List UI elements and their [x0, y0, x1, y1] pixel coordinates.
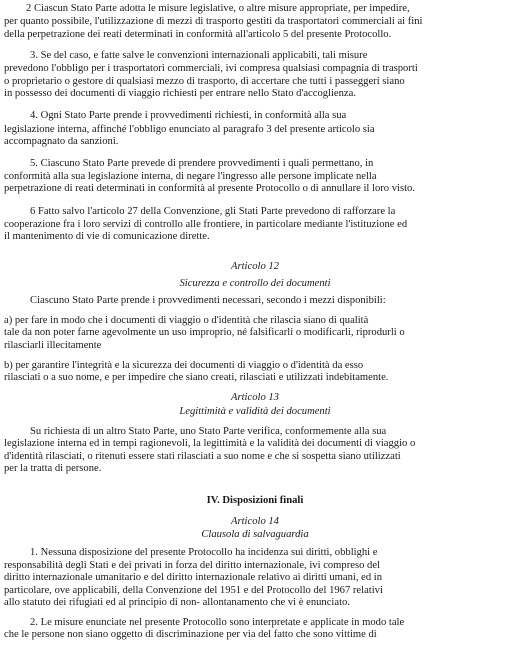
article-14-heading: Articolo 14	[231, 516, 279, 528]
para-2-line-3: della perpetrazione dei reati determinati in conformità all'articolo 5 del presente Protocollo.	[4, 28, 392, 40]
para-5-line-1: 5. Ciascuno Stato Parte prevede di prendere provvedimenti i quali permettano, in	[30, 158, 374, 170]
article-12-a-line-1: a) per fare in modo che i documenti di viaggio o d'identità che rilascia siano di qualità	[4, 314, 369, 326]
para-6-line-1: 6 Fatto salvo l'articolo 27 della Convenzione, gli Stati Parte prevedono di rafforzare la	[30, 205, 396, 217]
para-6-line-2: cooperazione fra i loro servizi di controllo alle frontiere, in particolare mediante l'istituzione ed	[4, 218, 408, 230]
para-2-line-1: 2 Ciascun Stato Parte adotta le misure legislative, o altre misure appropriate, per impedire,	[26, 3, 410, 14]
para-3-line-1: 3. Se del caso, e fatte salve le convenzioni internazionali applicabili, tali misure	[30, 50, 368, 62]
article-13-line-3: d'identità rilasciati, o ritenuti essere stati rilasciati a suo nome e che si sospetta siano utilizzati	[4, 450, 401, 462]
article-13-heading: Articolo 13	[231, 391, 279, 403]
article-12-b-line-1: b) per garantire l'integrità e la sicurezza dei documenti di viaggio o d'identità da esso	[4, 360, 364, 371]
article-14-subheading: Clausola di salvaguardia	[201, 528, 309, 540]
article-13-line-2: legislazione interna ed in tempi ragionevoli, la legittimità e la validità dei documenti di viaggio o	[4, 438, 416, 450]
article-12-subheading: Sicurezza e controllo dei documenti	[179, 278, 331, 290]
para-5-line-2: conformità alla sua legislazione interna, di negare l'ingresso alle persone implicate nella	[4, 170, 377, 182]
para-4-line-3: accompagnato da sanzioni.	[4, 136, 119, 148]
para-2-line-2: per quanto possibile, l'utilizzazione di mezzi di trasporto gestiti da trasportatori commerciali ai fini	[4, 16, 423, 28]
article-12-intro: Ciascuno Stato Parte prende i provvedimenti necessari, secondo i mezzi disponibili:	[30, 295, 386, 307]
para-4-line-2: legislazione interna, affinché l'obbligo enunciato al paragrafo 3 del presente articolo sia	[4, 123, 375, 135]
article-14-p1-line-5: allo statuto dei rifugiati ed al principio di non- allontanamento che vi è enunciato.	[4, 597, 350, 608]
article-13-line-4: per la tratta di persone.	[4, 463, 102, 474]
article-12-a-line-2: tale da non poter farne agevolmente un uso improprio, né falsificarli o modificarli, riprodurli o	[4, 327, 405, 339]
article-14-p1-line-2: responsabilità degli Stati e dei privati in forza del diritto internazionale, ivi compreso del	[4, 559, 380, 571]
article-12-a-line-3: rilasciarli illecitamente	[4, 339, 102, 351]
article-14-p1-line-3: diritto internazionale umanitario e del diritto internazionale relativo ai diritti umani, ed in	[4, 572, 383, 584]
para-6-line-3: il mantenimento di vie di comunicazione dirette.	[4, 231, 210, 243]
article-14-p1-line-4: particolare, ove applicabili, della Convenzione del 1951 e del Protocollo del 1967 relativi	[4, 584, 383, 596]
article-12-b-line-2: rilasciati o a suo nome, e per impedire che siano creati, rilasciati e utilizzati indebitamente.	[4, 372, 389, 384]
para-5-line-3: perpetrazione di reati determinati in conformità al presente Protocollo o di annullare il loro visto.	[4, 183, 415, 195]
section-iv-heading: IV. Disposizioni finali	[206, 494, 304, 506]
article-13-line-1: Su richiesta di un altro Stato Parte, uno Stato Parte verifica, conformemente alla sua	[30, 425, 387, 437]
para-3-line-3: o proprietario o gestore di qualsiasi mezzo di trasporto, di accertare che tutti i passeggeri siano	[4, 75, 405, 87]
para-3-line-4: in possesso dei documenti di viaggio richiesti per entrare nello Stato d'accoglienza.	[4, 88, 356, 100]
article-12-heading: Articolo 12	[231, 260, 279, 272]
para-3-line-2: prevedono l'obbligo per i trasportatori commerciali, ivi compresa qualsiasi compagnia di trasporti	[4, 62, 418, 74]
article-14-p2-line-2: che le persone non siano oggetto di discriminazione per via del fatto che sono vittime di	[4, 629, 377, 640]
article-14-p1-line-1: 1. Nessuna disposizione del presente Protocollo ha incidenza sui diritti, obblighi e	[30, 547, 378, 559]
article-14-p2-line-1: 2. Le misure enunciate nel presente Protocollo sono interpretate e applicate in modo tale	[30, 616, 405, 628]
article-13-subheading: Legittimità e validità dei documenti	[179, 406, 331, 418]
para-4-line-1: 4. Ogni Stato Parte prende i provvedimenti richiesti, in conformità alla sua	[30, 110, 347, 122]
